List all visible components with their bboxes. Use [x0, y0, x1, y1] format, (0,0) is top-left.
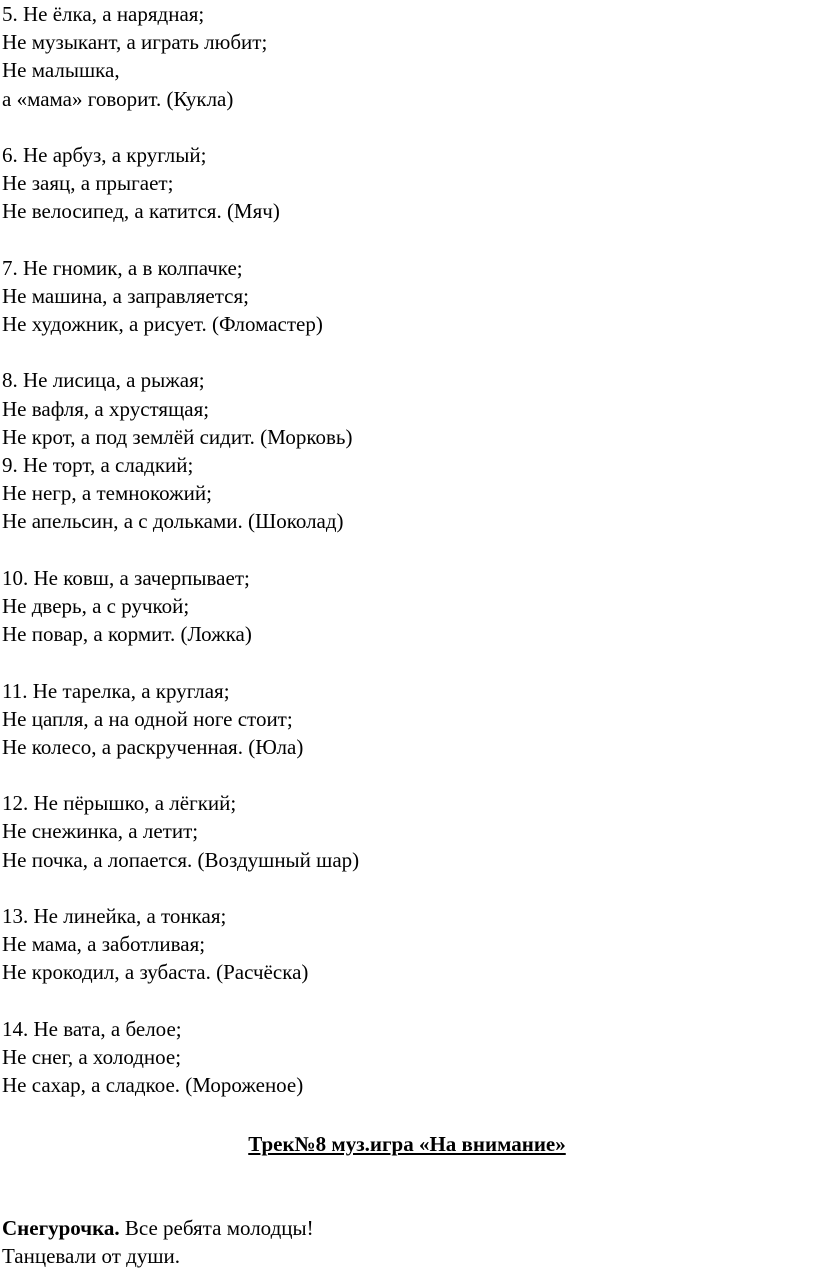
riddle-block — [2, 254, 812, 339]
riddle-line: Не велосипед, а катится. (Мяч) — [2, 199, 280, 224]
riddle-block — [2, 789, 812, 874]
riddle-line: Не негр, а темнокожий; — [2, 481, 212, 506]
dialogue-continuation: Танцевали от души. — [2, 1243, 181, 1268]
riddle-line: 12. Не пёрышко, а лёгкий; — [2, 791, 237, 816]
riddle-line: Не дверь, а с ручкой; — [2, 593, 190, 618]
riddle-line: Не вафля, а хрустящая; — [2, 396, 210, 421]
riddle-line: 8. Не лисица, а рыжая; — [2, 368, 205, 393]
riddle-block — [2, 366, 812, 535]
riddle-block — [2, 141, 812, 226]
riddle-list — [2, 0, 812, 1128]
riddle-line: Не колесо, а раскрученная. (Юла) — [2, 734, 304, 759]
riddle-line: 11. Не тарелка, а круглая; — [2, 678, 230, 703]
riddle-line: Не повар, а кормит. (Ложка) — [2, 622, 252, 647]
riddle-line: Не мама, а заботливая; — [2, 932, 206, 957]
riddle-block — [2, 1015, 812, 1100]
track-heading-row — [2, 1130, 812, 1158]
speech-text: Все ребята молодцы! — [119, 1215, 314, 1240]
riddle-line: Не крот, а под землёй сидит. (Морковь) — [2, 424, 353, 449]
riddle-line: Не машина, а заправляется; — [2, 283, 249, 308]
track-heading: Трек№8 муз.игра «На внимание» — [248, 1131, 566, 1156]
riddle-line: Не цапля, а на одной ноге стоит; — [2, 706, 293, 731]
riddle-line: Не апельсин, а с дольками. (Шоколад) — [2, 509, 344, 534]
document-page — [2, 0, 812, 1270]
riddle-line: Не снег, а холодное; — [2, 1044, 182, 1069]
riddle-line: 6. Не арбуз, а круглый; — [2, 142, 207, 167]
riddle-line: Не сахар, а сладкое. (Мороженое) — [2, 1073, 304, 1098]
riddle-line: Не художник, а рисует. (Фломастер) — [2, 312, 323, 337]
riddle-line: 10. Не ковш, а зачерпывает; — [2, 565, 250, 590]
riddle-block — [2, 902, 812, 987]
riddle-line: Не музыкант, а играть любит; — [2, 30, 268, 55]
speaker-name: Снегурочка. — [2, 1215, 120, 1240]
riddle-line: Не заяц, а прыгает; — [2, 171, 174, 196]
riddle-block — [2, 564, 812, 649]
riddle-line: Не крокодил, а зубаста. (Расчёска) — [2, 960, 309, 985]
riddle-line: 14. Не вата, а белое; — [2, 1016, 182, 1041]
riddle-line: 13. Не линейка, а тонкая; — [2, 904, 227, 928]
dialogue-line — [2, 1214, 812, 1242]
riddle-block — [2, 0, 812, 113]
riddle-block — [2, 677, 812, 762]
riddle-line: Не малышка, — [2, 58, 120, 83]
riddle-line: Не снежинка, а летит; — [2, 819, 199, 844]
riddle-line: 7. Не гномик, а в колпачке; — [2, 255, 243, 280]
riddle-line: 5. Не ёлка, а нарядная; — [2, 2, 205, 26]
riddle-line: 9. Не торт, а сладкий; — [2, 453, 194, 477]
riddle-line: Не почка, а лопается. (Воздушный шар) — [2, 847, 360, 872]
riddle-line: а «мама» говорит. (Кукла) — [2, 86, 234, 111]
